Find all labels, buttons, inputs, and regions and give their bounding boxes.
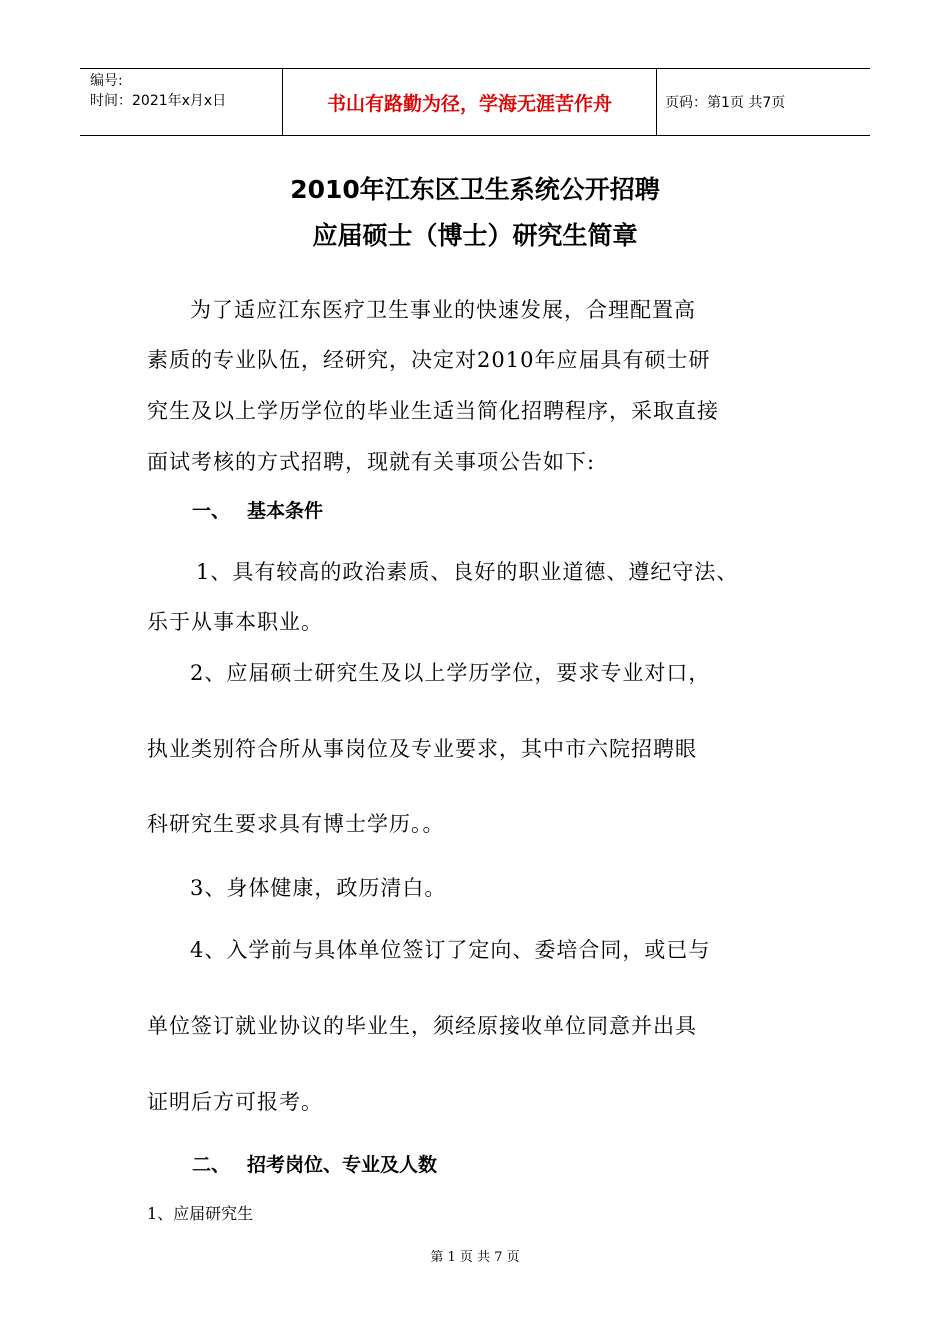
condition-line: 执业类别符合所从事岗位及专业要求，其中市六院招聘眼 <box>147 737 697 761</box>
condition-line: 单位签订就业协议的毕业生，须经原接收单位同意并出具 <box>147 1014 697 1038</box>
intro-line: 究生及以上学历学位的毕业生适当简化招聘程序，采取直接 <box>147 399 719 423</box>
document-title-line2: 应届硕士（博士）研究生简章 <box>312 221 638 250</box>
time-label: 时间：2021年x月x日 <box>90 93 227 109</box>
motto-text: 书山有路勤为径，学海无涯苦作舟 <box>326 92 612 115</box>
section-number: 一、 <box>192 500 231 522</box>
section-heading-1 <box>192 496 323 523</box>
header-table <box>80 68 870 136</box>
condition-line: 乐于从事本职业。 <box>147 610 323 634</box>
section-number: 二、 <box>192 1154 231 1176</box>
document-title-line1: 2010年江东区卫生系统公开招聘 <box>290 175 660 204</box>
page-footer: 第 1 页 共 7 页 <box>430 1250 520 1265</box>
header-motto <box>282 69 657 135</box>
subsection-label: 1、应届研究生 <box>147 1204 254 1223</box>
condition-line: 1、具有较高的政治素质、良好的职业道德、遵纪守法、 <box>196 560 739 584</box>
condition-line: 4、入学前与具体单位签订了定向、委培合同，或已与 <box>190 938 711 962</box>
condition-line: 3、身体健康，政历清白。 <box>190 876 447 900</box>
condition-line: 科研究生要求具有博士学历。。 <box>147 812 445 836</box>
intro-line: 素质的专业队伍，经研究，决定对2010年应届具有硕士研 <box>147 348 711 372</box>
section-title: 基本条件 <box>247 500 324 522</box>
section-heading-2 <box>192 1150 437 1177</box>
number-label: 编号: <box>90 73 123 89</box>
condition-line: 证明后方可报考。 <box>147 1090 323 1114</box>
condition-line: 2、应届硕士研究生及以上学历学位，要求专业对口， <box>190 661 711 685</box>
intro-line: 为了适应江东医疗卫生事业的快速发展，合理配置高 <box>190 298 696 322</box>
intro-line: 面试考核的方式招聘，现就有关事项公告如下: <box>147 450 596 474</box>
section-title: 招考岗位、专业及人数 <box>247 1154 438 1176</box>
header-meta <box>80 69 282 135</box>
header-page-info: 页码：第1页 共7页 <box>665 95 786 111</box>
